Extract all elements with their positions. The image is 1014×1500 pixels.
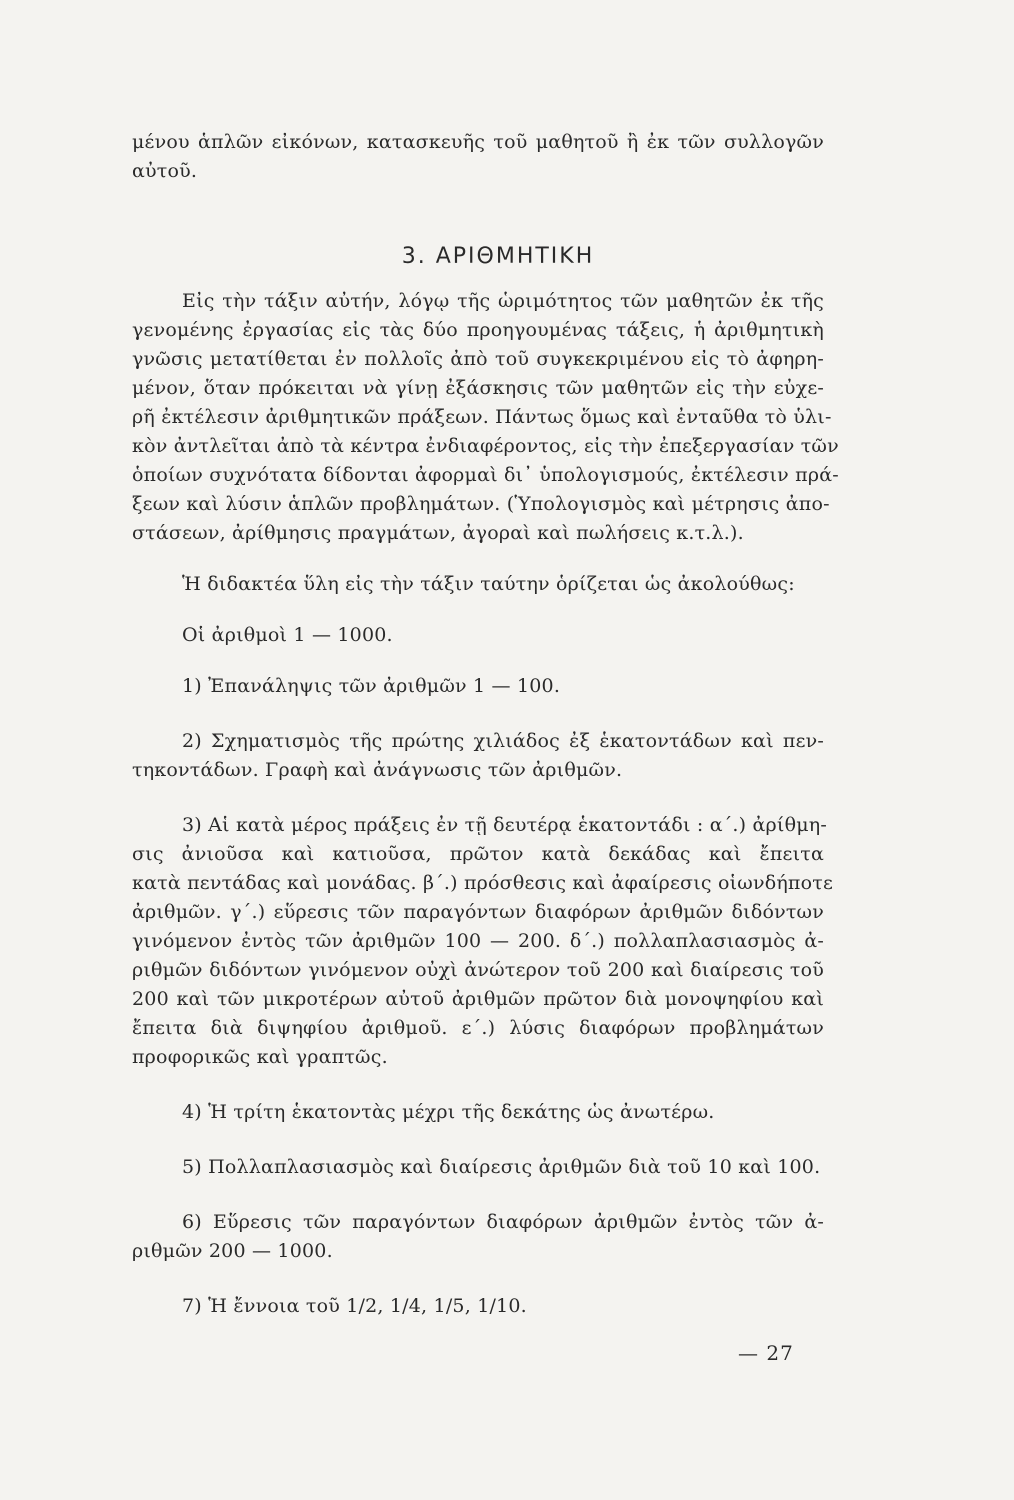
section-paragraph bbox=[132, 287, 839, 548]
text-line: κὸν ἀντλεῖται ἀπὸ τὰ κέντρα ἐνδιαφέροντος, εἰς τὴν ἐπεξεργασίαν τῶν bbox=[132, 435, 839, 457]
text-line: γενομένης ἐργασίας εἰς τὰς δύο προηγουμένας τάξεις, ἡ ἀριθμητικὴ bbox=[132, 319, 824, 341]
text-line: μένον, ὅταν πρόκειται νὰ γίνῃ ἐξάσκησις τῶν μαθητῶν εἰς τὴν εὐχε- bbox=[132, 377, 824, 399]
page-number: — 27 bbox=[738, 1341, 794, 1365]
text-line: 2) Σχηματισμὸς τῆς πρώτης χιλιάδος ἐξ ἑκατοντάδων καὶ πεν- bbox=[182, 730, 824, 752]
list-item bbox=[132, 811, 833, 1072]
text-line: 7) Ἡ ἔννοια τοῦ 1/2, 1/4, 1/5, 1/10. bbox=[182, 1295, 527, 1317]
text-line: 4) Ἡ τρίτη ἑκατοντὰς μέχρι τῆς δεκάτης ὡς ἀνωτέρω. bbox=[182, 1101, 715, 1123]
text-line: σις ἀνιοῦσα καὶ κατιοῦσα, πρῶτον κατὰ δεκάδας καὶ ἔπειτα bbox=[132, 843, 824, 865]
list-item bbox=[132, 672, 824, 701]
numbers-range: Οἱ ἀριθμοὶ 1 — 1000. bbox=[182, 624, 393, 646]
text-line: ρῆ ἐκτέλεσιν ἀριθμητικῶν πράξεων. Πάντως ὅμως καὶ ἐνταῦθα τὸ ὑλι- bbox=[132, 406, 832, 428]
text-line: 1) Ἐπανάληψις τῶν ἀριθμῶν 1 — 100. bbox=[182, 675, 561, 697]
text-line: 3) Αἱ κατὰ μέρος πράξεις ἐν τῇ δευτέρᾳ ἑκατοντάδι : α΄.) ἀρίθμη- bbox=[182, 814, 827, 836]
list-item bbox=[132, 1208, 824, 1266]
text-line: ἀριθμῶν. γ΄.) εὕρεσις τῶν παραγόντων διαφόρων ἀριθμῶν διδόντων bbox=[132, 901, 824, 923]
text-line: αὐτοῦ. bbox=[132, 160, 198, 182]
text-line: ὁποίων συχνότατα δίδονται ἀφορμαὶ δι᾽ ὑπολογισμούς, ἐκτέλεσιν πρά- bbox=[132, 464, 839, 486]
text-line: τηκοντάδων. Γραφὴ καὶ ἀνάγνωσις τῶν ἀριθμῶν. bbox=[132, 759, 623, 781]
text-line: ριθμῶν 200 — 1000. bbox=[132, 1240, 333, 1262]
text-line: στάσεων, ἀρίθμησις πραγμάτων, ἀγοραὶ καὶ πωλήσεις κ.τ.λ.). bbox=[132, 522, 744, 544]
list-item bbox=[132, 1098, 824, 1127]
page-body bbox=[132, 128, 839, 1321]
text-line: ἔπειτα διὰ διψηφίου ἀριθμοῦ. ε΄.) λύσις διαφόρων προβλημάτων bbox=[132, 1017, 824, 1039]
text-line: γινόμενον ἐντὸς τῶν ἀριθμῶν 100 — 200. δ΄.) πολλαπλασιασμὸς ἀ- bbox=[132, 930, 824, 952]
text-line: μένου ἁπλῶν εἰκόνων, κατασκευῆς τοῦ μαθητοῦ ἢ ἐκ τῶν συλλογῶν bbox=[132, 131, 824, 153]
intro-paragraph bbox=[132, 128, 824, 186]
list-item bbox=[132, 1153, 824, 1182]
text-line: 6) Εὕρεσις τῶν παραγόντων διαφόρων ἀριθμῶν ἐντὸς τῶν ἀ- bbox=[182, 1211, 824, 1233]
text-line: προφορικῶς καὶ γραπτῶς. bbox=[132, 1046, 388, 1068]
curriculum-intro: Ἡ διδακτέα ὕλη εἰς τὴν τάξιν ταύτην ὁρίζεται ὡς ἀκολούθως: bbox=[182, 573, 795, 595]
text-line: 200 καὶ τῶν μικροτέρων αὐτοῦ ἀριθμῶν πρῶτον διὰ μονοψηφίου καὶ bbox=[132, 988, 824, 1010]
text-line: 5) Πολλαπλασιασμὸς καὶ διαίρεσις ἀριθμῶν διὰ τοῦ 10 καὶ 100. bbox=[182, 1156, 821, 1178]
text-line: Εἰς τὴν τάξιν αὐτήν, λόγῳ τῆς ὡριμότητος τῶν μαθητῶν ἐκ τῆς bbox=[182, 290, 824, 312]
list-item bbox=[132, 727, 824, 785]
text-line: ξεων καὶ λύσιν ἁπλῶν προβλημάτων. (Ὑπολογισμὸς καὶ μέτρησις ἀπο- bbox=[132, 493, 830, 515]
text-line: γνῶσις μετατίθεται ἐν πολλοῖς ἀπὸ τοῦ συγκεκριμένου εἰς τὸ ἀφηρη- bbox=[132, 348, 824, 370]
text-line: ριθμῶν διδόντων γινόμενον οὐχὶ ἀνώτερον τοῦ 200 καὶ διαίρεσις τοῦ bbox=[132, 959, 824, 981]
section-heading: 3. ΑΡΙΘΜΗΤΙΚΗ bbox=[401, 244, 595, 269]
list-item bbox=[132, 1292, 824, 1321]
text-line: κατὰ πεντάδας καὶ μονάδας. β΄.) πρόσθεσις καὶ ἀφαίρεσις οἱωνδήποτε bbox=[132, 872, 833, 894]
